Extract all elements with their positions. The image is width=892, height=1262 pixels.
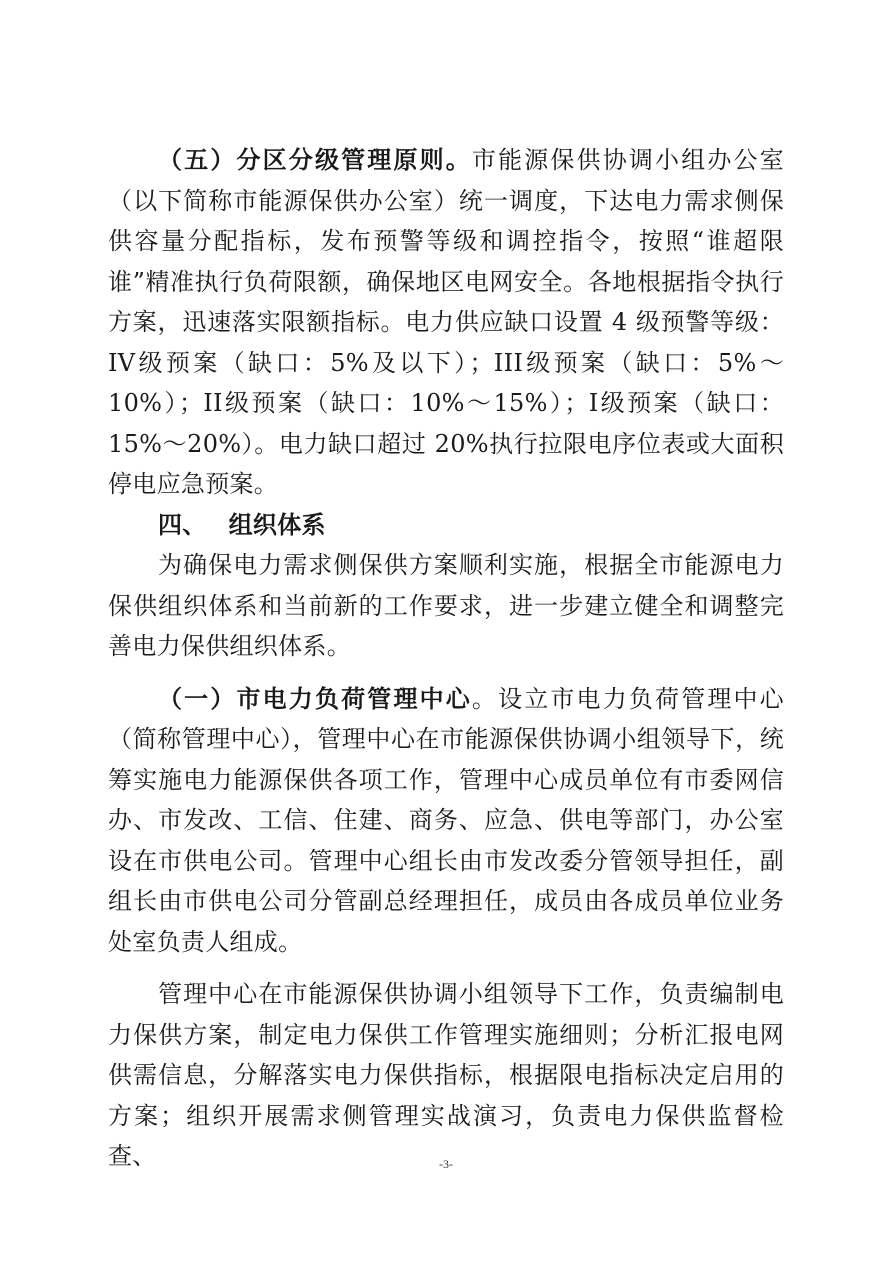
paragraph-zoning-principle <box>108 140 784 505</box>
paragraph-body-text: 。设立市电力负荷管理中心（简称管理中心），管理中心在市能源保供协调小组领导下，统筹实施电力能源保供各项工作，管理中心成员单位有市委网信办、市发改、工信、住建、商务、应急、供电等部门，办公室设在市供电公司。管理中心组长由市发改委分管领导担任，副组长由市供电公司分管副总经理担任，成员由各成员单位业务处室负责人组成。 <box>108 684 784 956</box>
section-heading <box>108 505 784 546</box>
section-number: 四、 <box>158 510 207 539</box>
paragraph-body-text: 市能源保供协调小组办公室（以下简称市能源保供办公室）统一调度，下达电力需求侧保供容量分配指标，发布预警等级和调控指令，按照“谁超限谁”精准执行负荷限额，确保地区电网安全。各地根据指令执行方案，迅速落实限额指标。电力供应缺口设置 4 级预警等级：IV级预案（缺口：5%及以下）；III级预案（缺口：5%～10%）；II级预案（缺口：10%～15%）；I级预案（缺口：15%～20%）。电力缺口超过 20%执行拉限电序位表或大面积停电应急预案。 <box>108 146 784 498</box>
paragraph-center-duties: 管理中心在市能源保供协调小组领导下工作，负责编制电力保供方案，制定电力保供工作管理实施细则；分析汇报电网供需信息，分解落实电力保供指标，根据限电指标决定启用的方案；组织开展需求侧管理实战演习，负责电力保供监督检查、 <box>108 980 784 1170</box>
paragraph-intro: 为确保电力需求侧保供方案顺利实施，根据全市能源电力保供组织体系和当前新的工作要求，进一步建立健全和调整完善电力保供组织体系。 <box>108 551 784 660</box>
paragraph-lead-heading: （五）分区分级管理原则。 <box>158 146 472 174</box>
page-number: -3- <box>439 1157 453 1171</box>
document-page <box>108 140 784 1177</box>
section-title: 组织体系 <box>228 510 326 539</box>
paragraph-management-center <box>108 679 784 963</box>
paragraph-lead-heading: （一）市电力负荷管理中心 <box>158 684 472 713</box>
